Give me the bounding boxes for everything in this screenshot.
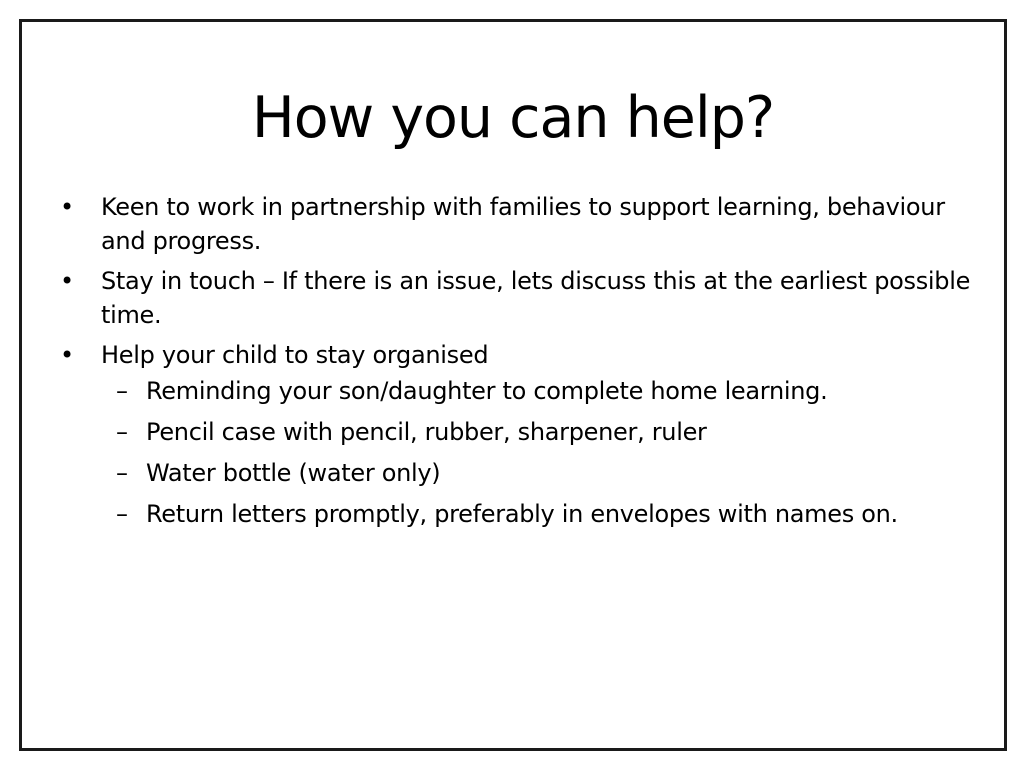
sub-bullet-text: Water bottle (water only) <box>146 459 441 487</box>
sub-bullet-text: Return letters promptly, preferably in envelopes with names on. <box>146 500 898 528</box>
sub-bullet-list <box>101 374 980 531</box>
sub-bullet-item-home-learning <box>101 374 980 408</box>
dash-marker: – <box>116 500 128 528</box>
sub-bullet-text: Reminding your son/daughter to complete home learning. <box>146 377 828 405</box>
dash-marker: – <box>116 377 128 405</box>
slide-title: How you can help? <box>251 85 775 151</box>
dash-marker: – <box>116 418 128 446</box>
bullet-text: Keen to work in partnership with families to support learning, behaviour and progress. <box>101 193 945 255</box>
bullet-item-partnership <box>60 190 980 258</box>
slide-frame <box>19 19 1007 751</box>
bullet-text: Stay in touch – If there is an issue, lets discuss this at the earliest possible time. <box>101 267 971 329</box>
dash-marker: – <box>116 459 128 487</box>
sub-bullet-group <box>60 374 980 531</box>
bullet-item-organised <box>60 338 980 372</box>
bullet-marker: • <box>60 341 74 369</box>
bullet-text: Help your child to stay organised <box>101 341 489 369</box>
sub-bullet-text: Pencil case with pencil, rubber, sharpener, ruler <box>146 418 707 446</box>
bullet-marker: • <box>60 193 74 221</box>
bullet-item-stay-in-touch <box>60 264 980 332</box>
sub-bullet-item-water-bottle <box>101 456 980 490</box>
sub-bullet-item-return-letters <box>101 497 980 531</box>
sub-bullet-item-pencil-case <box>101 415 980 449</box>
bullet-marker: • <box>60 267 74 295</box>
bullet-list <box>60 190 980 538</box>
